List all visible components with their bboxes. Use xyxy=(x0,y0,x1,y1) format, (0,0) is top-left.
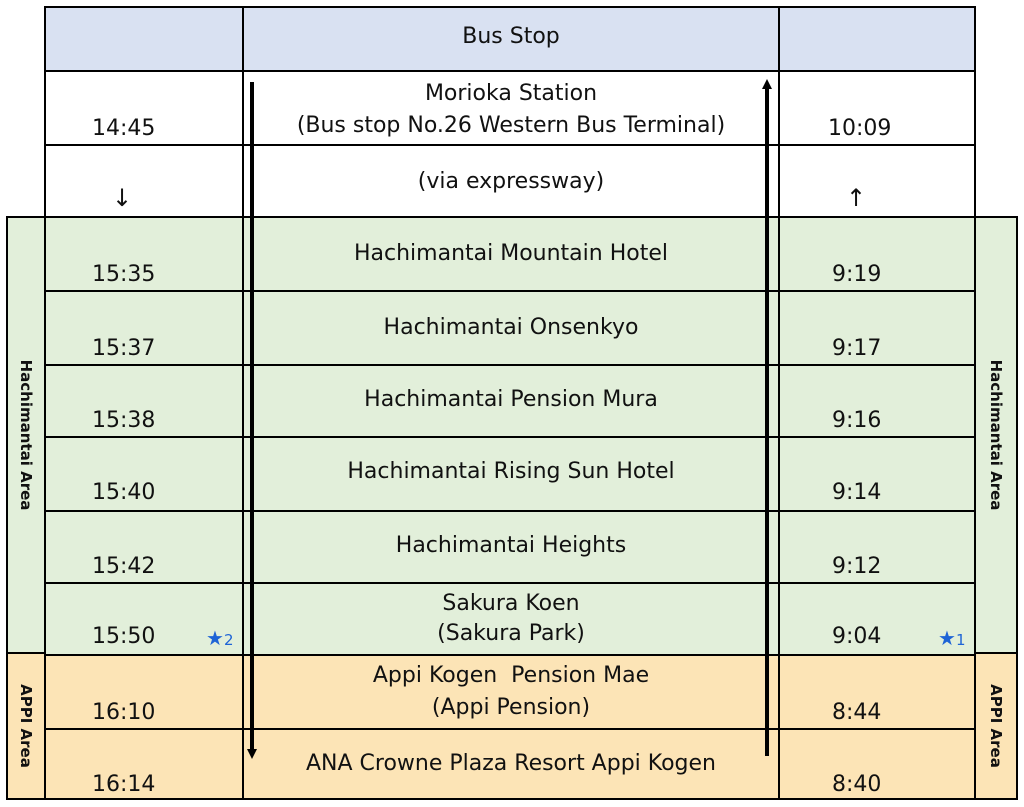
up-time: 8:40 xyxy=(832,772,882,797)
star-icon: ★ xyxy=(206,626,224,650)
via-left-cell xyxy=(44,144,246,220)
hachimantai-area-right-label: Hachimantai Area xyxy=(987,359,1005,511)
stop-sub-name: (Sakura Park) xyxy=(437,621,585,646)
up-time: 9:14 xyxy=(832,480,882,505)
stop-name: Hachimantai Mountain Hotel xyxy=(353,241,668,266)
star-2-marker xyxy=(206,626,233,650)
stop-name: Hachimantai Pension Mura xyxy=(364,387,658,412)
stop-name: ANA Crowne Plaza Resort Appi Kogen xyxy=(305,751,717,776)
star-number: 2 xyxy=(223,631,234,649)
header-right-cell xyxy=(778,6,976,72)
down-time: 16:14 xyxy=(92,772,156,797)
up-time: 8:44 xyxy=(832,700,882,725)
up-time: 9:12 xyxy=(832,554,882,579)
down-time: 15:42 xyxy=(92,554,156,579)
hachimantai-area-left-label: Hachimantai Area xyxy=(17,359,35,511)
up-time: 9:19 xyxy=(832,262,882,287)
appi-area-left-label: APPI Area xyxy=(17,684,35,768)
down-time: 16:10 xyxy=(92,700,156,725)
stop-name: Hachimantai Onsenkyo xyxy=(383,315,639,340)
stop-name: Appi Kogen Pension Mae xyxy=(372,663,650,688)
down-time: 15:40 xyxy=(92,480,156,505)
up-time: 9:16 xyxy=(832,408,882,433)
up-arrow-icon: ↑ xyxy=(846,184,867,212)
up-time: 9:04 xyxy=(832,624,882,649)
star-number: 1 xyxy=(955,631,966,649)
down-arrow-icon: ↓ xyxy=(112,184,133,212)
via-right-cell xyxy=(778,144,976,220)
down-time: 15:35 xyxy=(92,262,156,287)
up-time-morioka: 10:09 xyxy=(828,116,892,141)
stop-morioka-name: Morioka Station xyxy=(424,81,598,106)
appi-area-right-label: APPI Area xyxy=(987,684,1005,768)
stop-morioka-sub: (Bus stop No.26 Western Bus Terminal) xyxy=(296,113,726,138)
stop-name: Hachimantai Rising Sun Hotel xyxy=(347,459,675,484)
star-1-marker xyxy=(938,626,965,650)
down-time: 15:38 xyxy=(92,408,156,433)
down-time: 15:50 xyxy=(92,624,156,649)
down-time-morioka: 14:45 xyxy=(92,116,156,141)
down-time: 15:37 xyxy=(92,336,156,361)
via-expressway-label: (via expressway) xyxy=(417,169,605,194)
header-left-cell xyxy=(44,6,246,72)
up-time: 9:17 xyxy=(832,336,882,361)
star-icon: ★ xyxy=(938,626,956,650)
stop-sub-name: (Appi Pension) xyxy=(431,695,591,720)
stop-name: Hachimantai Heights xyxy=(395,533,627,558)
header-title: Bus Stop xyxy=(462,24,560,49)
stop-name: Sakura Koen xyxy=(442,591,580,616)
